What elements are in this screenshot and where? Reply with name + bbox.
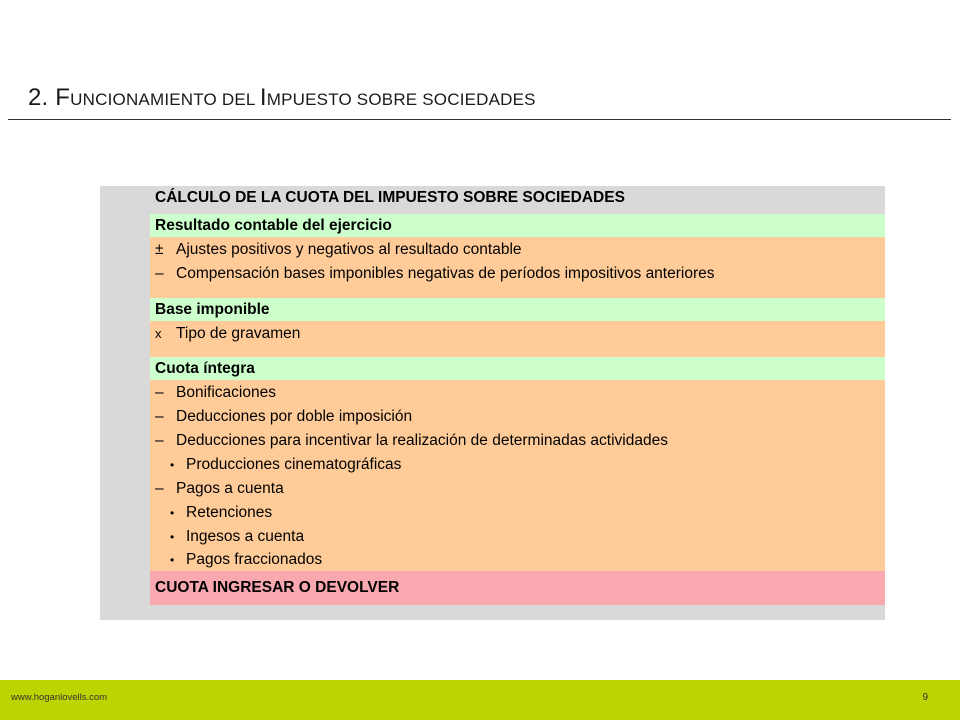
table-row: [155, 215, 392, 237]
table-row: [170, 549, 322, 571]
footer-bar: [0, 680, 960, 720]
row-text: Deducciones por doble imposición: [176, 408, 413, 425]
row-text: Compensación bases imponibles negativas de períodos impositivos anteriores: [176, 265, 715, 282]
table-row: [155, 577, 399, 599]
row-symbol: ±: [155, 241, 164, 258]
table-row: [155, 239, 522, 261]
row-symbol: –: [155, 480, 164, 497]
table-row: [155, 358, 255, 380]
title-rest-2: MPUESTO SOBRE SOCIEDADES: [266, 90, 536, 109]
row-text: Base imponible: [155, 301, 270, 318]
row-text: Producciones cinematográficas: [186, 456, 402, 473]
row-symbol: –: [155, 432, 164, 449]
table-row: [155, 478, 284, 500]
row-text: Resultado contable del ejercicio: [155, 217, 392, 234]
table-row: [155, 323, 300, 345]
row-text: Tipo de gravamen: [176, 325, 301, 342]
table-row: [155, 406, 412, 428]
row-text: Cuota íntegra: [155, 360, 255, 377]
row-text: Ajustes positivos y negativos al resultado contable: [176, 241, 522, 258]
slide-title: [28, 84, 536, 112]
row-symbol: –: [155, 408, 164, 425]
table-row: [155, 263, 715, 285]
row-text: CUOTA INGRESAR O DEVOLVER: [155, 579, 400, 596]
title-number: 2.: [28, 84, 56, 111]
row-symbol: •: [170, 458, 175, 472]
table-row: [170, 526, 304, 548]
footer-url: www.hoganlovells.com: [11, 692, 108, 703]
row-symbol: –: [155, 384, 164, 401]
row-symbol: •: [170, 506, 175, 520]
table-row: [155, 382, 276, 404]
row-text: Bonificaciones: [176, 384, 276, 401]
row-text: Deducciones para incentivar la realización de determinadas actividades: [176, 432, 668, 449]
table-row: [155, 430, 668, 452]
title-cap-2: I: [259, 84, 267, 111]
table-header: CÁLCULO DE LA CUOTA DEL IMPUESTO SOBRE SOCIEDADES: [155, 189, 625, 206]
row-symbol: –: [155, 265, 164, 282]
title-divider: [8, 119, 951, 120]
row-symbol: •: [170, 530, 175, 544]
row-symbol: •: [170, 553, 175, 567]
tax-calculation-table: [100, 186, 885, 620]
table-row: [155, 299, 270, 321]
row-text: Pagos a cuenta: [176, 480, 284, 497]
title-cap-1: F: [55, 84, 71, 111]
row-text: Pagos fraccionados: [186, 551, 323, 568]
table-row: [170, 502, 272, 524]
page-number: 9: [922, 692, 928, 703]
title-rest-1: UNCIONAMIENTO DEL: [70, 90, 260, 109]
row-symbol: x: [155, 326, 162, 341]
table-row: [170, 454, 401, 476]
row-text: Ingesos a cuenta: [186, 528, 305, 545]
row-text: Retenciones: [186, 504, 273, 521]
